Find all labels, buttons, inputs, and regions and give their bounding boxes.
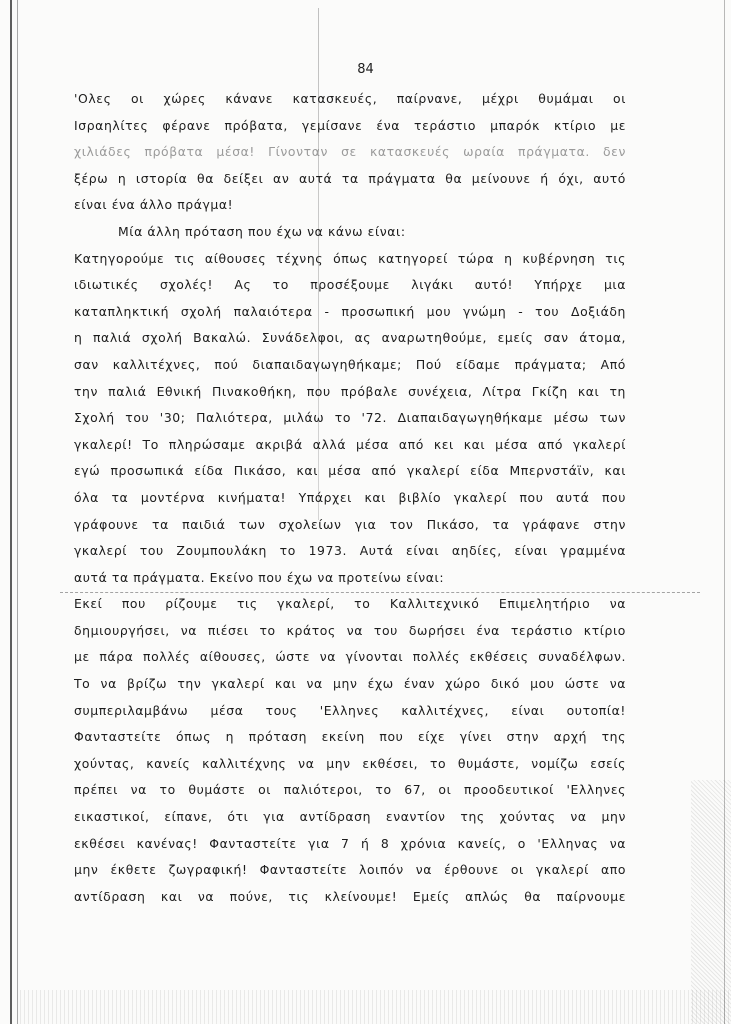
body-text bbox=[74, 86, 626, 910]
scan-edge-left-inner bbox=[17, 0, 18, 1024]
text-line: γκαλερί του Ζουμπουλάκη το 1973. Αυτά είναι αηδίες, είναι γραμμένα bbox=[74, 543, 626, 559]
text-line: καταπληκτική σχολή παλαιότερα - προσωπική μου γνώμη - του Δοξιάδη bbox=[74, 303, 626, 319]
text-line: αυτά τα πράγματα. Εκείνο που έχω να προτείνω είναι: bbox=[74, 569, 445, 585]
text-line: Φανταστείτε όπως η πρόταση εκείνη που είχε γίνει στην αρχή της bbox=[74, 729, 626, 745]
text-line: ξέρω η ιστορία θα δείξει αν αυτά τα πράγματα θα μείνουνε ή όχι, αυτό bbox=[74, 170, 626, 186]
text-line: εκθέσει κανένας! Φανταστείτε για 7 ή 8 χρόνια κανείς, ο 'Ελληνας να bbox=[74, 835, 626, 851]
text-line: πρέπει να το θυμάστε οι παλιότεροι, το 67, οι προοδευτικοί 'Ελληνες bbox=[74, 782, 626, 798]
page-number: 84 bbox=[357, 62, 374, 77]
text-line: χούντας, κανείς καλλιτέχνης να μην εκθέσει, το θυμάστε, νομίζω εσείς bbox=[74, 755, 626, 771]
text-line: γράφουνε τα παιδιά των σχολείων για τον Πικάσο, τα γράφανε στην bbox=[74, 516, 626, 532]
text-line: εγώ προσωπικά είδα Πικάσο, και μέσα από γκαλερί είδα Μπερνστάϊν, και bbox=[74, 463, 626, 479]
text-line: γκαλερί! Το πληρώσαμε ακριβά αλλά μέσα από κει και μέσα από γκαλερί bbox=[74, 436, 626, 452]
scan-noise-bottom bbox=[20, 990, 731, 1024]
text-line: Το να βρίζω την γκαλερί και να μην έχω έναν χώρο δικό μου ώστε να bbox=[74, 676, 626, 692]
text-line: την παλιά Εθνική Πινακοθήκη, που πρόβαλε συνέχεια, Λίτρα Γκίζη και τη bbox=[74, 383, 626, 399]
text-line: Εκεί που ρίζουμε τις γκαλερί, το Καλλιτεχνικό Επιμελητήριο να bbox=[74, 596, 626, 612]
text-line: χιλιάδες πρόβατα μέσα! Γίνονταν σε κατασκευές ωραία πράγματα. δεν bbox=[74, 144, 626, 160]
text-line: αντίδραση και να πούνε, τις κλείνουμε! Εμείς απλώς θα παίρνουμε bbox=[74, 888, 626, 904]
text-line: 'Ολες οι χώρες κάνανε κατασκευές, παίρνανε, μέχρι θυμάμαι οι bbox=[74, 91, 626, 106]
text-line: Κατηγορούμε τις αίθουσες τέχνης όπως κατηγορεί τώρα η κυβέρνηση τις bbox=[74, 250, 626, 266]
text-line: Μία άλλη πρόταση που έχω να κάνω είναι: bbox=[118, 223, 406, 239]
text-line: μην έκθετε ζωγραφική! Φανταστείτε λοιπόν να έρθουνε οι γκαλερί απο bbox=[74, 862, 626, 878]
text-line: Σχολή του '30; Παλιότερα, μιλάω το '72. Διαπαιδαγωγηθήκαμε μέσω των bbox=[74, 410, 626, 426]
text-line: όλα τα μοντέρνα κινήματα! Υπάρχει και βιβλίο γκαλερί που αυτά που bbox=[74, 489, 626, 505]
scan-noise-right bbox=[691, 780, 731, 1024]
text-line: συμπεριλαμβάνω μέσα τους 'Ελληνες καλλιτέχνες, είναι ουτοπία! bbox=[74, 702, 626, 718]
scan-edge-left bbox=[10, 0, 12, 1024]
text-line: με πάρα πολλές αίθουσες, ώστε να γίνονται πολλές εκθέσεις συναδέλφων. bbox=[74, 649, 626, 665]
text-line: εικαστικοί, είπανε, ότι για αντίδραση εναντίον της χούντας να μην bbox=[74, 809, 626, 825]
text-line: Ισραηλίτες φέρανε πρόβατα, γεμίσανε ένα τεράστιο μπαρόκ κτίριο με bbox=[74, 117, 626, 133]
text-line: η παλιά σχολή Βακαλώ. Συνάδελφοι, ας αναρωτηθούμε, εμείς σαν άτομα, bbox=[74, 330, 626, 346]
text-line: δημιουργήσει, να πιέσει το κράτος να του δωρήσει ένα τεράστιο κτίριο bbox=[74, 622, 626, 638]
text-line: ιδιωτικές σχολές! Ας το προσέξουμε λιγάκι αυτό! Υπήρχε μια bbox=[74, 277, 626, 293]
text-line: είναι ένα άλλο πράγμα! bbox=[74, 197, 234, 213]
text-line: σαν καλλιτέχνες, πού διαπαιδαγωγηθήκαμε; Πού είδαμε πράγματα; Από bbox=[74, 356, 626, 372]
